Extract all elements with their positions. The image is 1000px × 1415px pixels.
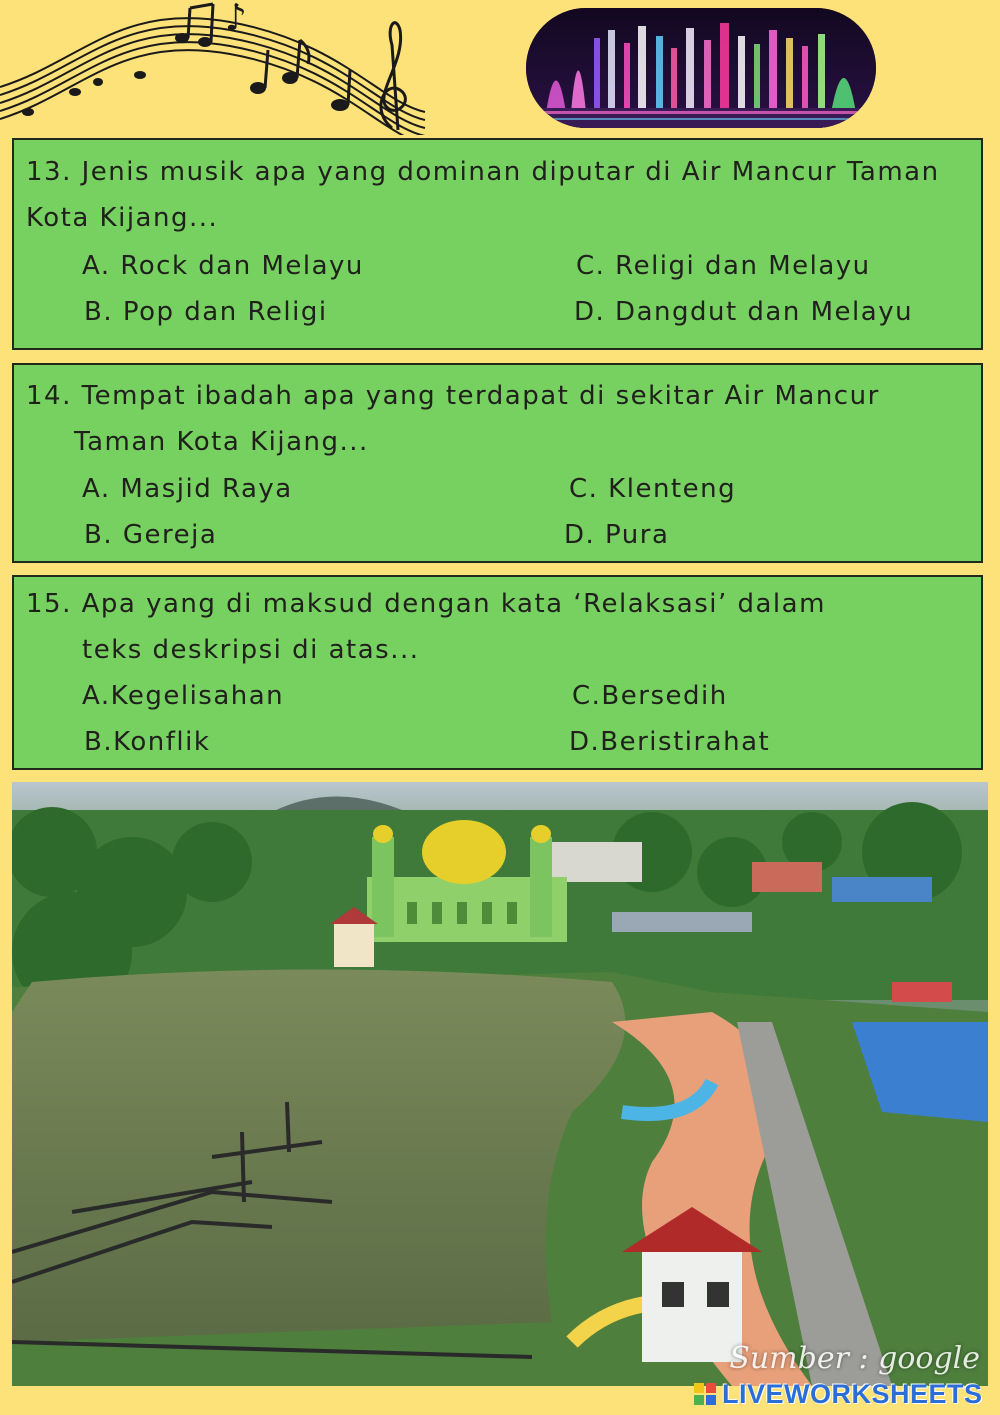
photo-source-caption: Sumber : google <box>729 1341 980 1376</box>
liveworksheets-text: LIVEWORKSHEETS <box>722 1378 983 1409</box>
question-13-box <box>12 138 983 350</box>
question-15-option-a: A.Kegelisahan <box>82 681 285 711</box>
question-15-text: 15. Apa yang di maksud dengan kata ‘Relaksasi’ dalam <box>26 589 826 619</box>
question-13-option-d: D. Dangdut dan Melayu <box>574 297 914 327</box>
question-15-option-c: C.Bersedih <box>572 681 728 711</box>
question-14-continuation: Taman Kota Kijang... <box>74 427 369 457</box>
music-notes-icon <box>0 0 430 135</box>
question-15-option-b: B.Konflik <box>84 727 211 757</box>
question-15-option-d: D.Beristirahat <box>569 727 771 757</box>
question-14-option-c: C. Klenteng <box>569 474 737 504</box>
aerial-park-photo <box>12 782 988 1386</box>
liveworksheets-icon <box>694 1383 716 1405</box>
question-13-text: 13. Jenis musik apa yang dominan diputar di Air Mancur Taman Kota Kijang... <box>26 157 940 233</box>
question-13-option-c: C. Religi dan Melayu <box>576 251 871 281</box>
question-14-option-a: A. Masjid Raya <box>82 474 293 504</box>
question-14-box <box>12 363 983 563</box>
fountain-image <box>526 8 876 128</box>
question-14-option-d: D. Pura <box>564 520 670 550</box>
question-13-option-b: B. Pop dan Religi <box>84 297 328 327</box>
svg-text:♪: ♪ <box>225 0 247 39</box>
question-15-box <box>12 575 983 770</box>
question-14-option-b: B. Gereja <box>84 520 218 550</box>
liveworksheets-logo[interactable] <box>694 1377 983 1411</box>
question-14-text: 14. Tempat ibadah apa yang terdapat di sekitar Air Mancur <box>26 381 880 411</box>
question-13-option-a: A. Rock dan Melayu <box>82 251 364 281</box>
question-15-continuation: teks deskripsi di atas... <box>82 635 420 665</box>
